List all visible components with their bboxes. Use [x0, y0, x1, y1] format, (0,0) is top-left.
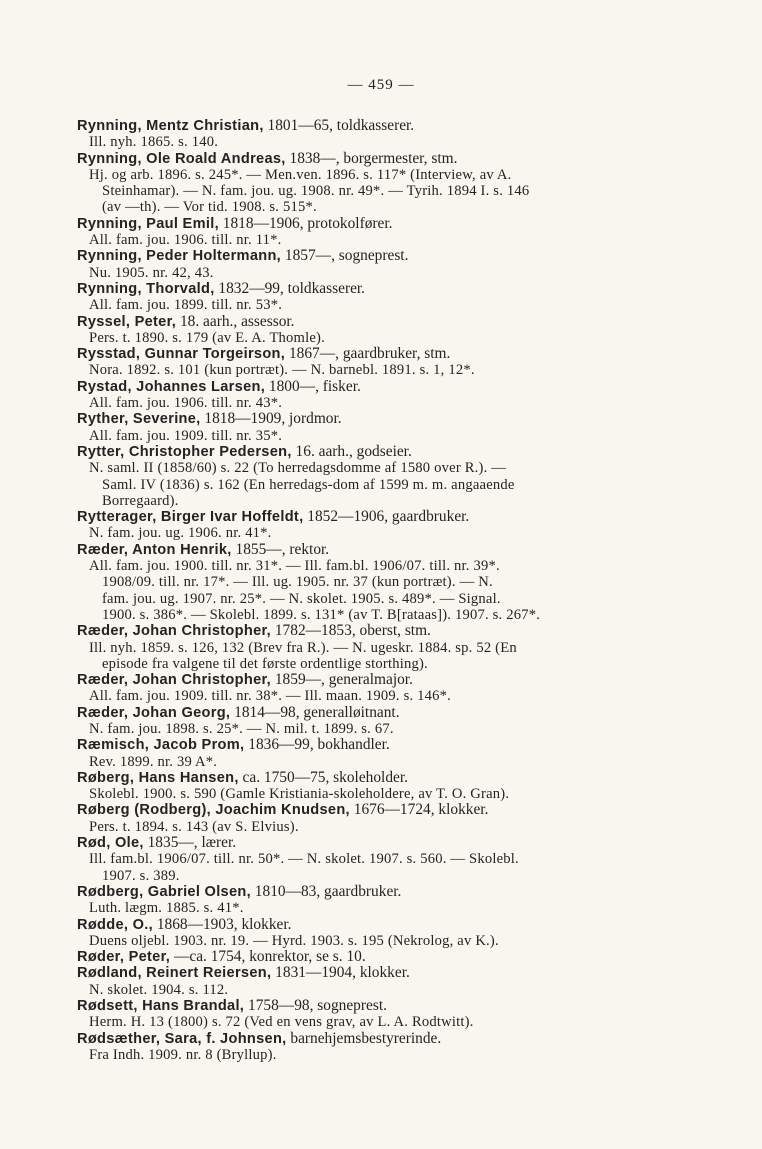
- entry-heading: [77, 118, 677, 134]
- biography-entry: [77, 314, 677, 347]
- entry-references: [77, 428, 677, 444]
- entry-references: [77, 134, 677, 150]
- entry-heading: [77, 314, 677, 330]
- entry-heading: [77, 379, 677, 395]
- entry-references: [77, 395, 677, 411]
- entry-references: [77, 525, 677, 541]
- reference-line: All. fam. jou. 1900. till. nr. 31*. — Ill. fam.bl. 1906/07. till. nr. 39*.: [89, 558, 500, 575]
- biography-entry: [77, 835, 677, 884]
- entry-heading: [77, 705, 677, 721]
- reference-line: N. saml. II (1858/60) s. 22 (To herredagsdomme af 1580 over R.). —: [89, 460, 507, 477]
- entry-heading: [77, 965, 677, 981]
- entry-heading: [77, 835, 677, 851]
- reference-line: Pers. t. 1890. s. 179 (av E. A. Thomle).: [89, 329, 325, 346]
- entry-name: Ræder, Anton Henrik,: [77, 541, 232, 558]
- biography-entry: [77, 623, 677, 672]
- biography-entry: [77, 770, 677, 803]
- reference-line: N. skolet. 1904. s. 112.: [89, 981, 229, 998]
- reference-line: Steinhamar). — N. fam. jou. ug. 1908. nr. 49*. — Tyrih. 1894 I. s. 146: [102, 183, 530, 200]
- biography-entry: [77, 509, 677, 542]
- entry-details: 1855—, rektor.: [231, 540, 330, 558]
- page-number: — 459 —: [347, 77, 415, 93]
- entry-name: Ræder, Johan Christopher,: [77, 672, 272, 689]
- entry-heading: [77, 248, 677, 264]
- entry-heading: [77, 346, 677, 362]
- biography-entry: [77, 542, 677, 623]
- entry-details: —ca. 1754, konrektor, se s. 10.: [170, 948, 366, 966]
- entry-references: [77, 232, 677, 248]
- entry-heading: [77, 281, 677, 297]
- entry-references: [77, 900, 677, 916]
- reference-line: Ill. nyh. 1865. s. 140.: [89, 134, 219, 151]
- entry-heading: [77, 623, 677, 639]
- entry-details: 1867—, gaardbruker, stm.: [285, 345, 451, 363]
- entry-name: Ryther, Severine,: [77, 411, 201, 428]
- reference-line: Ill. fam.bl. 1906/07. till. nr. 50*. — N. skolet. 1907. s. 560. — Skolebl.: [89, 851, 519, 868]
- reference-line: Nora. 1892. s. 101 (kun portræt). — N. barnebl. 1891. s. 1, 12*.: [89, 362, 475, 379]
- entry-references: [77, 721, 677, 737]
- entry-heading: [77, 216, 677, 232]
- entry-name: Ryssel, Peter,: [77, 313, 177, 330]
- entry-name: Rødsett, Hans Brandal,: [77, 998, 245, 1015]
- reference-line: All. fam. jou. 1909. till. nr. 38*. — Ill. maan. 1909. s. 146*.: [89, 688, 452, 705]
- entry-heading: [77, 737, 677, 753]
- entry-references: [77, 786, 677, 802]
- reference-line: All. fam. jou. 1909. till. nr. 35*.: [89, 427, 283, 444]
- entry-references: [77, 460, 677, 509]
- entry-name: Røberg, Hans Hansen,: [77, 769, 239, 786]
- reference-line: All. fam. jou. 1899. till. nr. 53*.: [89, 297, 283, 314]
- entry-details: 1832—99, toldkasserer.: [214, 279, 366, 297]
- entry-name: Ræder, Johan Georg,: [77, 704, 231, 721]
- entry-details: barnehjemsbestyrerinde.: [286, 1029, 442, 1047]
- biography-entry: [77, 1031, 677, 1064]
- entry-references: [77, 362, 677, 378]
- reference-line: Pers. t. 1894. s. 143 (av S. Elvius).: [89, 818, 299, 835]
- reference-line: All. fam. jou. 1906. till. nr. 43*.: [89, 395, 283, 412]
- reference-line: All. fam. jou. 1906. till. nr. 11*.: [89, 232, 282, 249]
- biography-entry: [77, 949, 677, 965]
- biography-entry: [77, 802, 677, 835]
- entry-name: Rynning, Mentz Christian,: [77, 118, 264, 134]
- entry-details: 1818—1909, jordmor.: [200, 410, 342, 428]
- entry-references: [77, 167, 677, 216]
- entry-details: ca. 1750—75, skoleholder.: [238, 768, 408, 786]
- entry-name: Røberg (Rodberg), Joachim Knudsen,: [77, 802, 350, 819]
- reference-line: (av —th). — Vor tid. 1908. s. 515*.: [102, 199, 317, 216]
- reference-line: Nu. 1905. nr. 42, 43.: [89, 264, 214, 281]
- entry-name: Rytter, Christopher Pedersen,: [77, 443, 292, 460]
- biography-entry: [77, 216, 677, 249]
- entry-details: 1836—99, bokhandler.: [244, 736, 390, 754]
- reference-line: 1900. s. 386*. — Skolebl. 1899. s. 131* (av T. B[rataas]). 1907. s. 267*.: [102, 606, 541, 623]
- reference-line: N. fam. jou. 1898. s. 25*. — N. mil. t. 1899. s. 67.: [89, 720, 394, 737]
- entry-details: 1810—83, gaardbruker.: [250, 882, 402, 900]
- entry-heading: [77, 672, 677, 688]
- entry-heading: [77, 917, 677, 933]
- entry-references: [77, 982, 677, 998]
- biography-entry: [77, 151, 677, 216]
- entry-details: 1831—1904, klokker.: [271, 964, 410, 982]
- entry-heading: [77, 444, 677, 460]
- entry-details: 1835—, lærer.: [143, 834, 237, 852]
- entry-details: 1838—, borgermester, stm.: [285, 149, 458, 167]
- entry-details: 1814—98, generalløitnant.: [230, 703, 400, 721]
- entry-details: 1782—1853, oberst, stm.: [271, 622, 431, 640]
- reference-line: fam. jou. ug. 1907. nr. 25*. — N. skolet. 1905. s. 489*. — Signal.: [102, 590, 501, 607]
- entry-details: 1818—1906, protokolfører.: [218, 214, 393, 232]
- entry-references: [77, 688, 677, 704]
- biography-entry: [77, 248, 677, 281]
- reference-line: Skolebl. 1900. s. 590 (Gamle Kristiania-skoleholdere, av T. O. Gran).: [89, 786, 510, 803]
- biography-entry: [77, 998, 677, 1031]
- entry-details: 1859—, generalmajor.: [271, 671, 413, 689]
- biography-entry: [77, 281, 677, 314]
- biography-entry: [77, 411, 677, 444]
- entry-name: Rynning, Paul Emil,: [77, 215, 219, 232]
- reference-line: Duens oljebl. 1903. nr. 19. — Hyrd. 1903. s. 195 (Nekrolog, av K.).: [89, 932, 499, 949]
- entry-references: [77, 933, 677, 949]
- biography-entry: [77, 672, 677, 705]
- entry-heading: [77, 949, 677, 965]
- reference-line: Luth. lægm. 1885. s. 41*.: [89, 900, 244, 917]
- entry-references: [77, 1014, 677, 1030]
- entry-heading: [77, 151, 677, 167]
- biography-entry: [77, 118, 677, 151]
- biography-entry: [77, 346, 677, 379]
- entry-name: Rynning, Peder Holtermann,: [77, 248, 282, 265]
- entry-heading: [77, 998, 677, 1014]
- entry-heading: [77, 411, 677, 427]
- entry-name: Rødde, O.,: [77, 916, 153, 933]
- entry-name: Rynning, Thorvald,: [77, 280, 215, 297]
- reference-line: episode fra valgene til det første ordentlige storthing).: [102, 655, 428, 672]
- entry-references: [77, 330, 677, 346]
- reference-line: Saml. IV (1836) s. 162 (En herredags-dom af 1599 m. m. angaaende: [102, 476, 515, 493]
- entry-list: [77, 118, 677, 1063]
- reference-line: Ill. nyh. 1859. s. 126, 132 (Brev fra R.). — N. ugeskr. 1884. sp. 52 (En: [89, 639, 517, 656]
- entry-name: Rødsæther, Sara, f. Johnsen,: [77, 1030, 287, 1047]
- entry-references: [77, 558, 677, 623]
- entry-heading: [77, 770, 677, 786]
- reference-line: Borregaard).: [102, 492, 179, 509]
- entry-heading: [77, 509, 677, 525]
- entry-references: [77, 1047, 677, 1063]
- entry-references: [77, 819, 677, 835]
- biography-entry: [77, 884, 677, 917]
- entry-references: [77, 754, 677, 770]
- entry-details: 18. aarh., assessor.: [176, 312, 295, 330]
- entry-details: 1801—65, toldkasserer.: [263, 117, 415, 134]
- biography-entry: [77, 379, 677, 412]
- entry-heading: [77, 884, 677, 900]
- entry-details: 1800—, fisker.: [265, 377, 361, 395]
- entry-details: 1857—, sogneprest.: [281, 247, 409, 265]
- biography-entry: [77, 917, 677, 950]
- entry-name: Rød, Ole,: [77, 835, 144, 852]
- entry-name: Rysstad, Gunnar Torgeirson,: [77, 346, 286, 363]
- entry-name: Rystad, Johannes Larsen,: [77, 378, 266, 395]
- biography-entry: [77, 965, 677, 998]
- reference-line: 1908/09. till. nr. 17*. — Ill. ug. 1905. nr. 37 (kun portræt). — N.: [102, 574, 493, 591]
- reference-line: Fra Indh. 1909. nr. 8 (Bryllup).: [89, 1046, 277, 1063]
- entry-references: [77, 265, 677, 281]
- entry-details: 1758—98, sogneprest.: [244, 997, 387, 1015]
- entry-name: Rytterager, Birger Ivar Hoffeldt,: [77, 509, 304, 526]
- entry-references: [77, 640, 677, 673]
- reference-line: 1907. s. 389.: [102, 867, 180, 884]
- entry-name: Røder, Peter,: [77, 949, 171, 966]
- entry-references: [77, 851, 677, 884]
- entry-name: Rynning, Ole Roald Andreas,: [77, 150, 286, 167]
- reference-line: Rev. 1899. nr. 39 A*.: [89, 753, 218, 770]
- biography-entry: [77, 444, 677, 509]
- entry-heading: [77, 542, 677, 558]
- entry-name: Ræder, Johan Christopher,: [77, 623, 272, 640]
- reference-line: N. fam. jou. ug. 1906. nr. 41*.: [89, 525, 272, 542]
- entry-name: Rødland, Reinert Reiersen,: [77, 965, 272, 982]
- entry-heading: [77, 802, 677, 818]
- reference-line: Hj. og arb. 1896. s. 245*. — Men.ven. 1896. s. 117* (Interview, av A.: [89, 166, 512, 183]
- entry-details: 1676—1724, klokker.: [349, 801, 489, 819]
- biography-entry: [77, 705, 677, 738]
- entry-details: 1852—1906, gaardbruker.: [303, 508, 470, 526]
- entry-name: Rødberg, Gabriel Olsen,: [77, 883, 251, 900]
- entry-details: 1868—1903, klokker.: [152, 915, 292, 933]
- reference-line: Herm. H. 13 (1800) s. 72 (Ved en vens grav, av L. A. Rodtwitt).: [89, 1014, 474, 1031]
- entry-details: 16. aarh., godseier.: [291, 442, 412, 460]
- entry-heading: [77, 1031, 677, 1047]
- entry-references: [77, 297, 677, 313]
- entry-name: Ræmisch, Jacob Prom,: [77, 737, 245, 754]
- biography-entry: [77, 737, 677, 770]
